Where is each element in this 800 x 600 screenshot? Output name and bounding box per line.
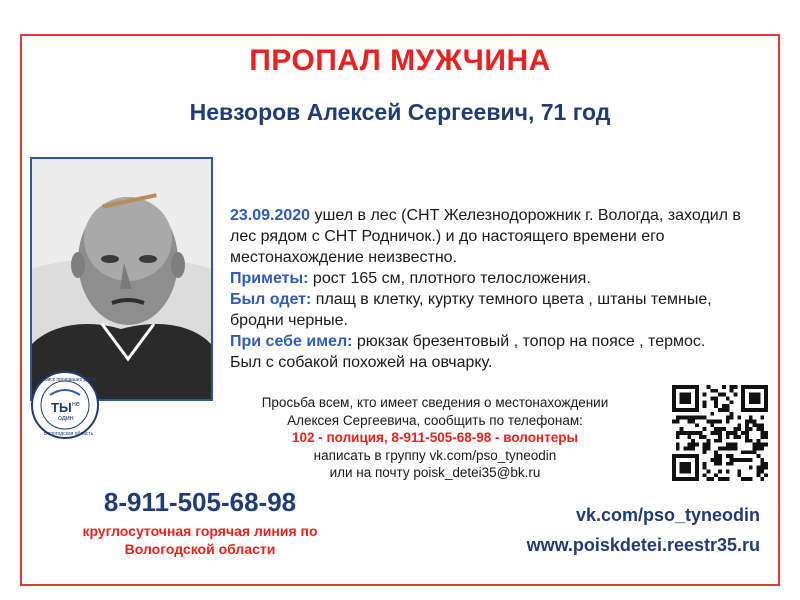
hotline-line-1: круглосуточная горячая линия по	[82, 523, 318, 539]
signs-row	[230, 268, 760, 289]
logo-ring-bottom: Вологодская область	[44, 431, 94, 437]
logo-text-small: не	[72, 401, 80, 408]
clothes-label: Был одет:	[230, 291, 312, 308]
description-main	[230, 205, 760, 268]
appeal-line-5: или на почту poisk_detei35@bk.ru	[329, 465, 541, 480]
hotline-line-2: Вологодской области	[124, 541, 276, 557]
person-name: Невзоров Алексей Сергеевич, 71 год	[189, 99, 611, 125]
missing-date: 23.09.2020	[230, 207, 311, 224]
logo-text-bottom: один	[58, 415, 74, 422]
vk-link[interactable]: vk.com/pso_tyneodin	[575, 505, 760, 525]
site-link[interactable]: www.poiskdetei.reestr35.ru	[526, 535, 760, 555]
hotline-number[interactable]: 8-911-505-68-98	[103, 487, 297, 517]
signs-label: Приметы:	[230, 270, 309, 287]
appeal-line-4: написать в группу vk.com/pso_tyneodin	[313, 447, 557, 463]
volunteer-logo	[30, 370, 100, 440]
clothes-row	[230, 289, 760, 331]
dog-text: Был с собакой похожей на овчарку.	[230, 354, 493, 371]
signs-text: рост 165 см, плотного телосложения.	[308, 270, 591, 287]
appeal-line-1: Просьба всем, кто имеет сведения о местонахождении	[261, 395, 609, 410]
description-block	[230, 205, 760, 373]
description-text: ушел в лес (СНТ Железнодорожник г. Вологда, заходил в лес рядом с СНТ Родничок.) и до настоящего времени его местонахождение неизвестно.	[230, 207, 741, 266]
logo-ring-top: поиск пропавших детей	[42, 377, 97, 383]
appeal-phones: 102 - полиция, 8-911-505-68-98 - волонтеры	[292, 430, 578, 445]
hotline-block	[50, 487, 350, 558]
appeal-line-2: Алексея Сергеевича, сообщить по телефонам:	[287, 412, 583, 428]
items-text: рюкзак брезентовый , топор на поясе , термос.	[352, 333, 706, 350]
links-block	[527, 500, 760, 560]
items-row	[230, 331, 760, 352]
logo-text-main: ТЫ	[51, 400, 72, 415]
qr-code[interactable]	[672, 385, 768, 481]
items-label: При себе имел:	[230, 333, 353, 350]
appeal-block	[215, 394, 655, 482]
clothes-text: плащ в клетку, куртку темного цвета , штаны темные, бродни черные.	[230, 291, 712, 329]
person-photo	[30, 157, 213, 401]
poster-title: ПРОПАЛ МУЖЧИНА	[249, 44, 551, 77]
